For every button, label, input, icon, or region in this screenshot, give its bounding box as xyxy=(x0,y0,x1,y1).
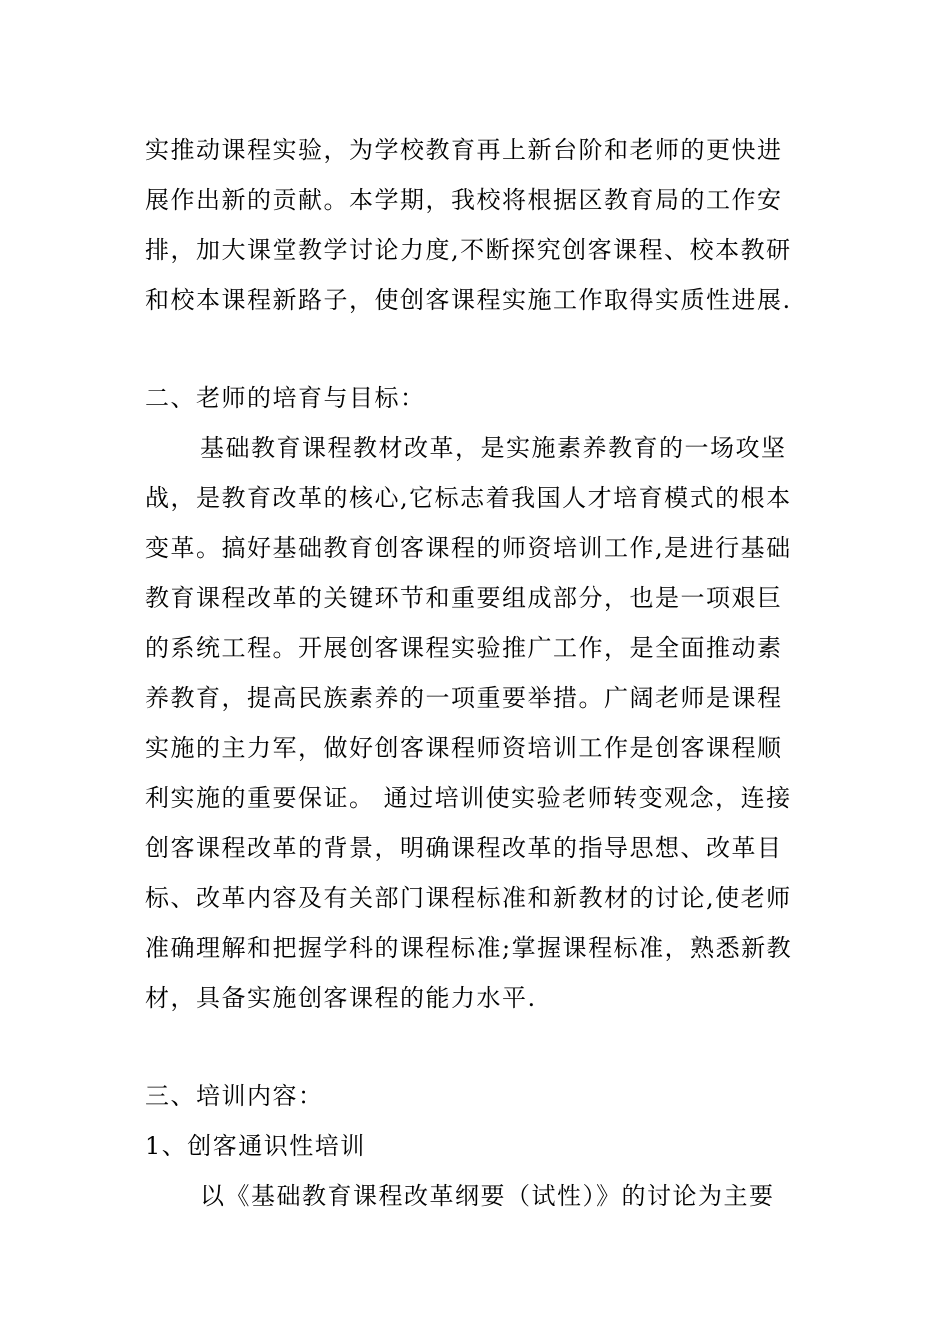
section-heading: 三、培训内容： xyxy=(145,1082,324,1110)
paragraph-line: 和校本课程新路子，使创客课程实施工作取得实质性进展. xyxy=(145,286,792,314)
paragraph-line: 教育课程改革的关键环节和重要组成部分，也是一项艰巨 xyxy=(145,584,783,612)
paragraph-line: 实施的主力军，做好创客课程师资培训工作是创客课程顺 xyxy=(145,734,783,762)
subsection-heading: 1、创客通识性培训 xyxy=(145,1132,366,1160)
paragraph-line: 材，具备实施创客课程的能力水平. xyxy=(145,984,537,1012)
paragraph-line: 准确理解和把握学科的课程标准;掌握课程标准，熟悉新教 xyxy=(145,934,793,962)
paragraph-line: 展作出新的贡献。本学期，我校将根据区教育局的工作安 xyxy=(145,186,783,214)
paragraph-line: 创客课程改革的背景，明确课程改革的指导思想、改革目 xyxy=(145,834,783,862)
paragraph-line: 以《基础教育课程改革纲要（试性）》的讨论为主要 xyxy=(200,1182,775,1210)
paragraph-line: 基础教育课程教材改革，是实施素养教育的一场攻坚 xyxy=(200,434,787,462)
paragraph-line: 排，加大课堂教学讨论力度,不断探究创客课程、校本教研 xyxy=(145,236,792,264)
section-heading: 二、老师的培育与目标： xyxy=(145,384,426,412)
paragraph-line: 标、改革内容及有关部门课程标准和新教材的讨论,使老师 xyxy=(145,884,792,912)
paragraph-line: 战，是教育改革的核心,它标志着我国人才培育模式的根本 xyxy=(145,484,792,512)
paragraph-line: 的系统工程。开展创客课程实验推广工作，是全面推动素 xyxy=(145,634,783,662)
paragraph-line: 养教育，提高民族素养的一项重要举措。广阔老师是课程 xyxy=(145,684,783,712)
paragraph-line: 变革。搞好基础教育创客课程的师资培训工作,是进行基础 xyxy=(145,534,792,562)
paragraph-line: 实推动课程实验，为学校教育再上新台阶和老师的更快进 xyxy=(145,136,783,164)
paragraph-line: 利实施的重要保证。 通过培训使实验老师转变观念，连接 xyxy=(145,784,792,812)
